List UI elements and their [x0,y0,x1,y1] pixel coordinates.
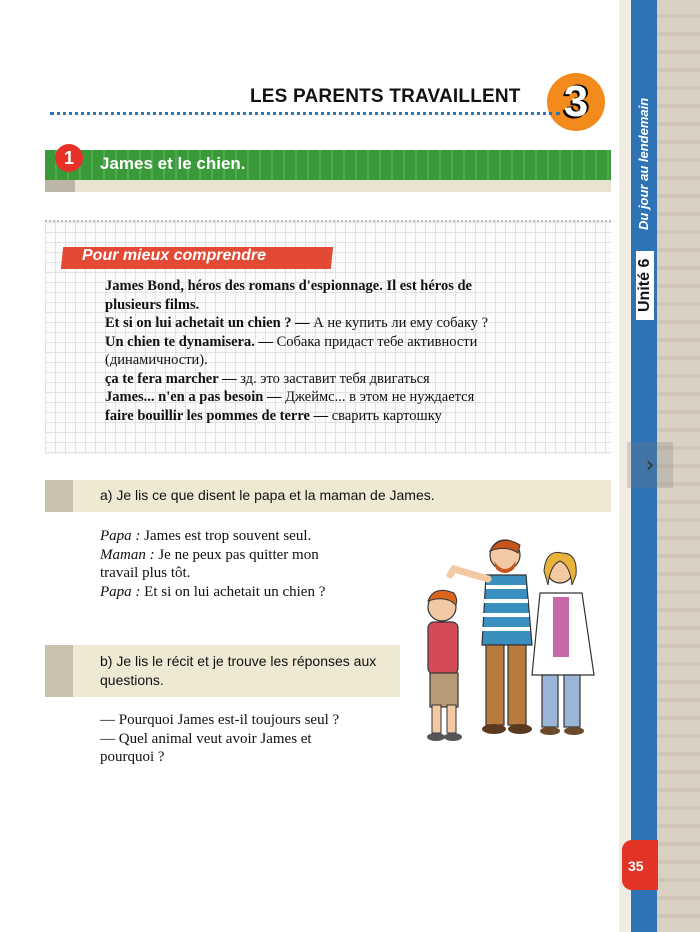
vocabulary-banner-label: Pour mieux comprendre [82,247,267,264]
header-divider [50,112,560,119]
vocab-line: James... n'en a pas besoin — Джеймс... в этом не нуждается [105,389,475,405]
question-line: — Quel animal veut avoir James et [100,730,312,747]
questions-list [100,711,405,767]
page-number: 35 [628,858,644,874]
chapter-number-badge: 3 [547,73,605,131]
vocab-line: Un chien te dynamisera. — Собака придаст тебе активности [105,333,478,350]
dialog-line: Papa : James est trop souvent seul. [100,528,312,544]
section-header-stub [45,180,75,192]
task-a-instruction: a) Je lis ce que disent le papa et la maman de James. [100,487,435,503]
spine-unit-label: Unité 6 [636,251,654,320]
section-header-shadow [45,180,611,192]
vocab-line: ça te fera marcher — зд. это заставит тебя двигаться [105,370,430,387]
chevron-right-icon[interactable]: › [627,442,673,488]
mother-figure [532,552,594,735]
dialog [100,527,410,601]
task-b-stub [45,645,73,697]
spine-title-label: Du jour au lendemain [636,97,651,230]
dialog-line: travail plus tôt. [100,565,191,581]
vocabulary-list [105,277,605,425]
task-a-stub [45,480,73,512]
boy-figure [427,590,462,741]
chapter-title: LES PARENTS TRAVAILLENT [250,86,521,107]
father-figure [450,540,532,734]
question-line: — Pourquoi James est-il toujours seul ? [100,712,340,728]
vocab-line: James Bond, héros des romans d'espionnage. Il est héros de [105,278,472,294]
question-line: pourquoi ? [100,749,165,765]
task-b-instruction: b) Je lis le récit et je trouve les réponses aux questions. [100,653,377,688]
vocab-line: Et si on lui achetait un chien ? — А не купить ли ему собаку ? [105,315,489,331]
vocab-line: plusieurs films. [105,296,200,313]
section-number-badge: 1 [55,144,83,172]
family-illustration [410,525,625,750]
dialog-line: Maman : Je ne peux pas quitter mon [100,546,319,563]
vocab-line: faire bouillir les pommes de terre — сварить картошку [105,407,442,424]
vocab-line: (динамичности). [105,352,208,368]
section-title: James et le chien. [100,154,246,173]
dialog-line: Papa : Et si on lui achetait un chien ? [100,583,326,600]
